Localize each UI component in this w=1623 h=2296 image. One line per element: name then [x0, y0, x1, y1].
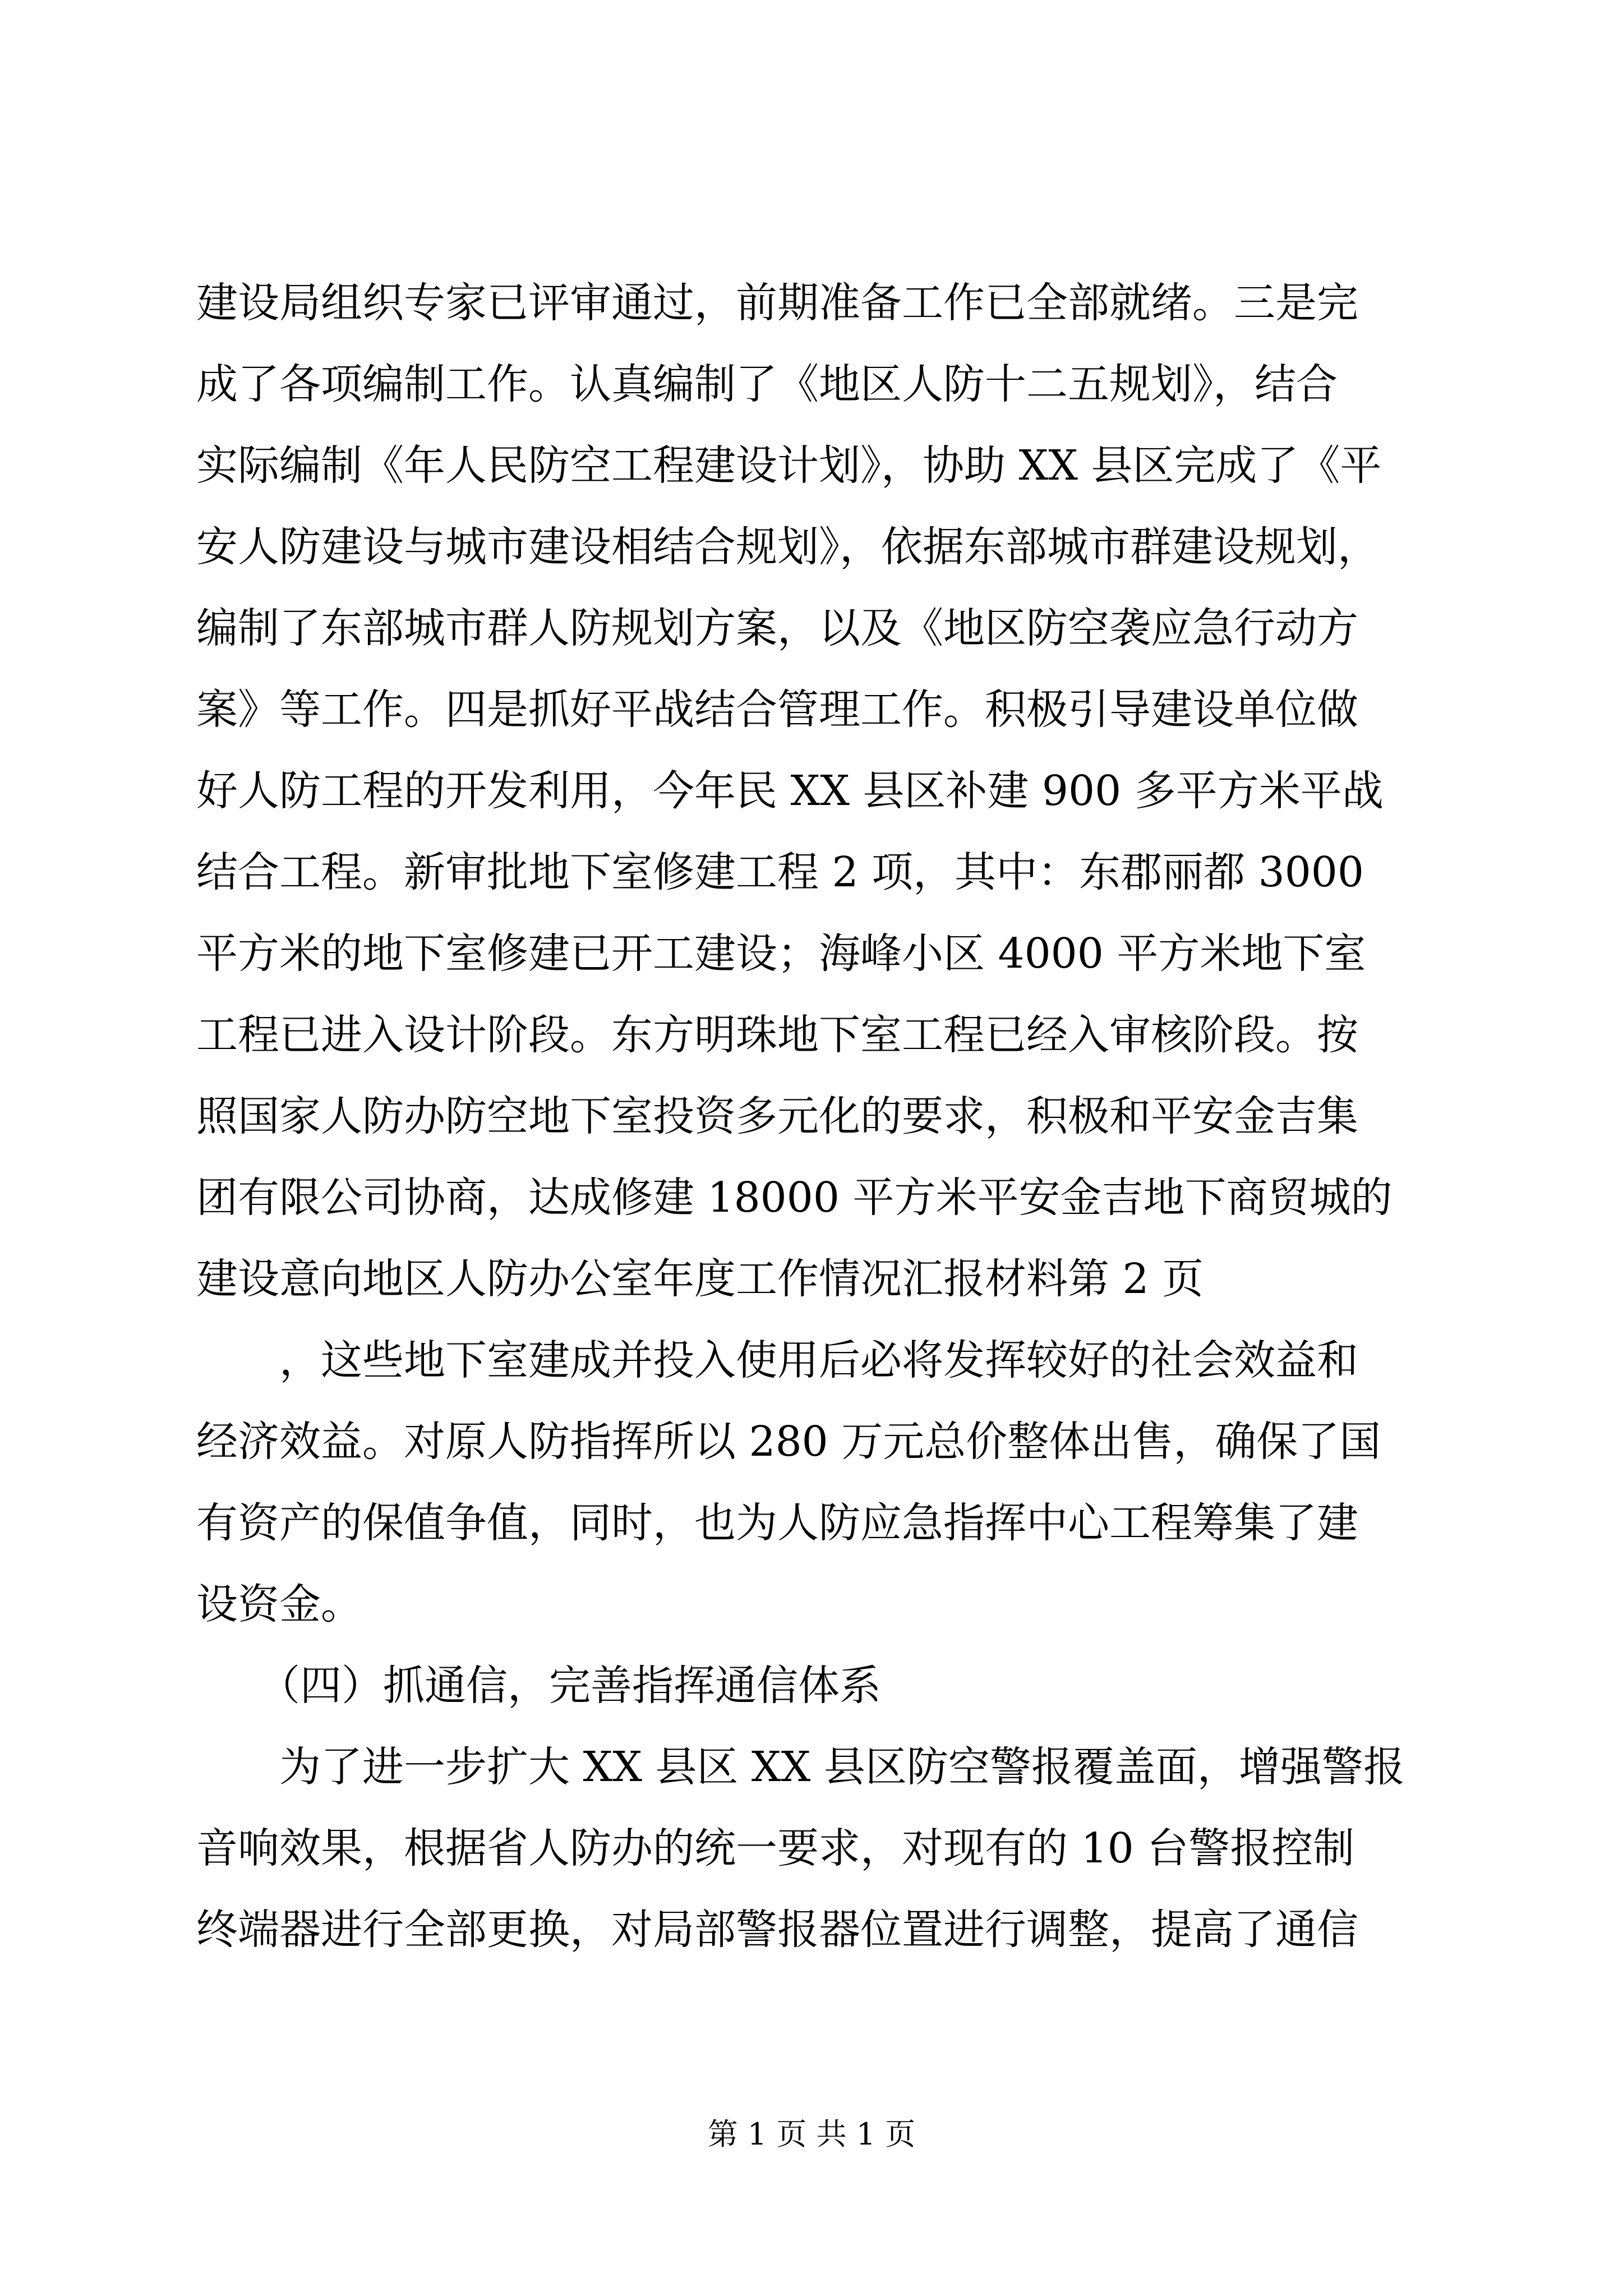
text-line: 为了进一步扩大 XX 县区 XX 县区防空警报覆盖面，增强警报: [196, 1743, 1405, 1791]
text-line: 照国家人防办防空地下室投资多元化的要求，积极和平安金吉集: [196, 1092, 1358, 1140]
text-line: 设资金。: [196, 1580, 362, 1628]
text-line: ，这些地下室建成并投入使用后必将发挥较好的社会效益和: [196, 1336, 1358, 1384]
text-line: 工程已进入设计阶段。东方明珠地下室工程已经入审核阶段。按: [196, 1011, 1358, 1059]
text-line: 经济效益。对原人防指挥所以 280 万元总价整体出售，确保了国: [196, 1418, 1381, 1466]
text-line: 终端器进行全部更换，对局部警报器位置进行调整，提高了通信: [196, 1906, 1358, 1954]
text-line: 建设意向地区人防办公室年度工作情况汇报材料第 2 页: [196, 1255, 1204, 1303]
page-footer: [0, 2115, 1623, 2154]
document-body: [196, 263, 1430, 1971]
text-line: 成了各项编制工作。认真编制了《地区人防十二五规划》，结合: [196, 360, 1338, 408]
text-line: 实际编制《年人民防空工程建设计划》，协助 XX 县区完成了《平: [196, 441, 1382, 490]
text-line: 团有限公司协商，达成修建 18000 平方米平安金吉地下商贸城的: [196, 1174, 1393, 1222]
text-line: 安人防建设与城市建设相结合规划》，依据东部城市群建设规划，: [196, 523, 1379, 571]
section-heading: （四）抓通信，完善指挥通信体系: [196, 1662, 881, 1710]
text-line: 平方米的地下室修建已开工建设；海峰小区 4000 平方米地下室: [196, 930, 1366, 978]
text-line: 建设局组织专家已评审通过，前期准备工作已全部就绪。三是完: [196, 279, 1358, 327]
text-line: 案》等工作。四是抓好平战结合管理工作。积极引导建设单位做: [196, 685, 1358, 734]
text-line: 编制了东部城市群人防规划方案，以及《地区防空袭应急行动方: [196, 604, 1358, 652]
text-line: 结合工程。新审批地下室修建工程 2 项，其中：东郡丽都 3000: [196, 848, 1364, 896]
text-line: 音响效果，根据省人防办的统一要求，对现有的 10 台警报控制: [196, 1824, 1355, 1872]
page-number-label: 第 1 页 共 1 页: [707, 2116, 916, 2152]
text-line: 好人防工程的开发利用，今年民 XX 县区补建 900 多平方米平战: [196, 767, 1384, 815]
text-line: 有资产的保值争值，同时，也为人防应急指挥中心工程筹集了建: [196, 1499, 1358, 1547]
